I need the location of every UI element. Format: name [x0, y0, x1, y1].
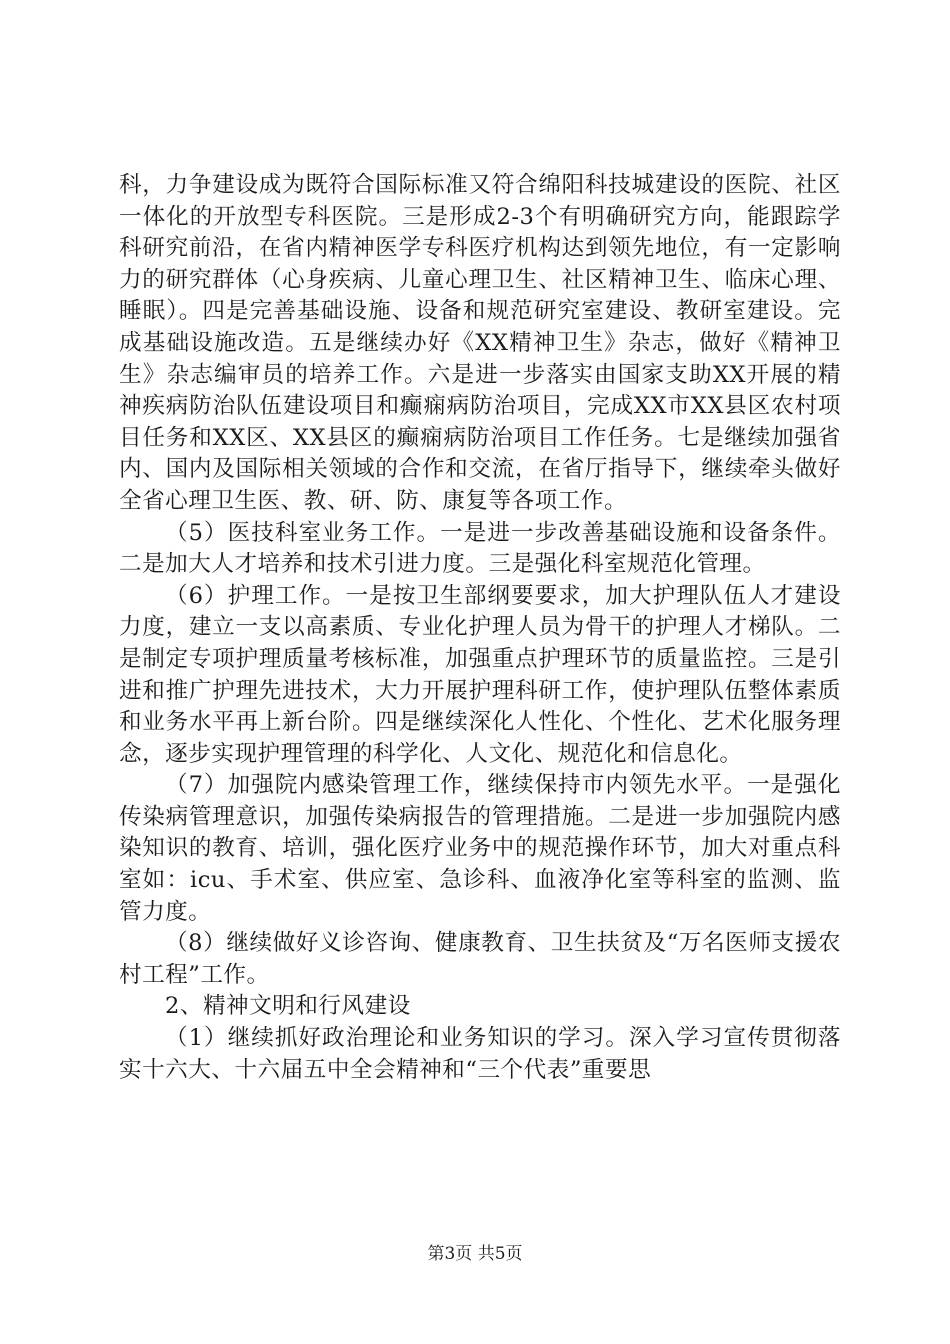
document-body [119, 170, 841, 1086]
paragraph-item-7: （7）加强院内感染管理工作，继续保持市内领先水平。一是强化传染病管理意识，加强传染病报告的管理措施。二是进一步加强院内感染知识的教育、培训，强化医疗业务中的规范操作环节，加大对重点科室如：icu、手术室、供应室、急诊科、血液净化室等科室的监测、监管力度。 [119, 772, 841, 925]
paragraph-item-6: （6）护理工作。一是按卫生部纲要要求，加大护理队伍人才建设力度，建立一支以高素质、专业化护理人员为骨干的护理人才梯队。二是制定专项护理质量考核标准，加强重点护理环节的质量监控。三是引进和推广护理先进技术，大力开展护理科研工作，使护理队伍整体素质和业务水平再上新台阶。四是继续深化人性化、个性化、艺术化服务理念，逐步实现护理管理的科学化、人文化、规范化和信息化。 [119, 582, 841, 767]
page-number-footer: 第3页 共5页 [427, 1244, 523, 1264]
paragraph-continuation: 科，力争建设成为既符合国际标准又符合绵阳科技城建设的医院、社区一体化的开放型专科医院。三是形成2-3个有明确研究方向，能跟踪学科研究前沿，在省内精神医学专科医疗机构达到领先地位，有一定影响力的研究群体（心身疾病、儿童心理卫生、社区精神卫生、临床心理、睡眠）。四是完善基础设施、设备和规范研究室建设、教研室建设。完成基础设施改造。五是继续办好《XX精神卫生》杂志，做好《精神卫生》杂志编审员的培养工作。六是进一步落实由国家支助XX开展的精神疾病防治队伍建设项目和癫痫病防治项目，完成XX市XX县区农村项目任务和XX区、XX县区的癫痫病防治项目工作任务。七是继续加强省内、国内及国际相关领域的合作和交流，在省厅指导下，继续牵头做好全省心理卫生医、教、研、防、康复等各项工作。 [119, 172, 841, 514]
section-heading: 2、精神文明和行风建设 [165, 993, 411, 1020]
paragraph-item-5: （5）医技科室业务工作。一是进一步改善基础设施和设备条件。二是加大人才培养和技术引进力度。三是强化科室规范化管理。 [119, 519, 841, 578]
paragraph-item-1: （1）继续抓好政治理论和业务知识的学习。深入学习宣传贯彻落实十六大、十六届五中全会精神和“三个代表”重要思 [119, 1025, 841, 1083]
paragraph-item-8: （8）继续做好义诊咨询、健康教育、卫生扶贫及“万名医师支援农村工程”工作。 [119, 930, 841, 988]
